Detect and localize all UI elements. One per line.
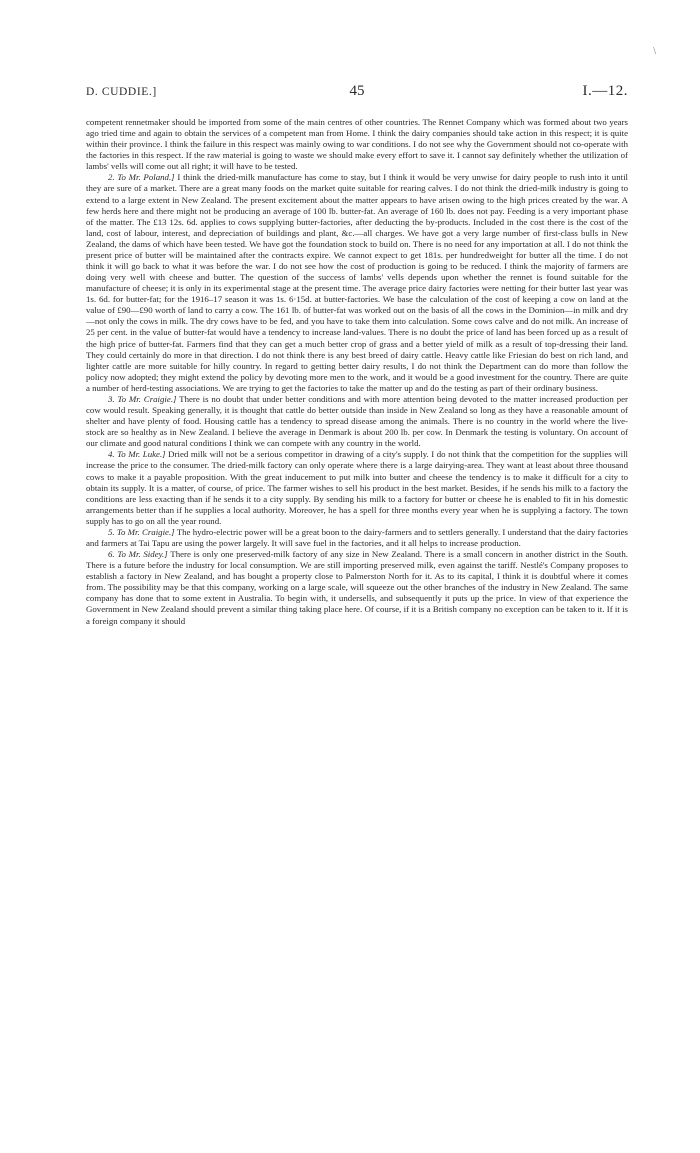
paragraph-3-label: 3. To Mr. Craigie.] <box>108 393 177 404</box>
paragraph-3-text: There is no doubt that under better conditions and with more attention being devoted to the matter increased production per cow would result. Speaking generally, it is thought that cattle do better outside than inside in New Zealand so long as they have a reasonable amount of shelter and have plenty of food. Housing cattle has a tendency to spread disease among the animals. There is no country in the world where the live-stock are so healthy as in New Zealand. I believe the average in Denmark is about 200 lb. per cow. In Denmark the testing is voluntary. On account of our climate and good natural conditions I think we can compete with any country in the world. <box>86 393 628 449</box>
paragraph-6-label: 6. To Mr. Sidey.] <box>108 549 168 560</box>
paragraph-4-label: 4. To Mr. Luke.] <box>108 449 166 460</box>
paragraph-6-text: There is only one preserved-milk factory of any size in New Zealand. There is a small concern in another district in the South. There is a future before the industry for local consumption. We are still importing preserved milk, even against the tariff. Nestlé's Company proposes to establish a factory in New Zealand, and has bought a property close to Palmerston North for it. As to its capital, I think it is doubtful where it comes from. The possibility may be that this company, working on a large scale, will squeeze out the other branches of the industry in New Zealand. The same company has done that to some extent in Australia. To begin with, it undersells, and subsequently it puts up the price. In view of that experience the Government in New Zealand should prevent a similar thing taking place here. Of course, if it is a British company no exception can be taken to it. If it is a foreign company it should <box>86 549 629 626</box>
paragraph-1 <box>86 117 628 172</box>
document-reference: I.—12. <box>582 83 628 99</box>
paragraph-5-label: 5. To Mr. Craigie.] <box>108 526 175 537</box>
body-text <box>86 117 628 627</box>
page-header <box>86 83 628 106</box>
paragraph-4 <box>86 449 628 527</box>
margin-mark: \ <box>653 46 656 57</box>
paragraph-2-text: I think the dried-milk manufacture has come to stay, but I think it would be very unwise for dairy people to rush into it until they are sure of a market. There are a great many foods on the market quite suitable for rearing calves. I do not think the dried-milk industry is going to extend to a large extent in New Zealand. The present excitement about the matter appears to have arisen owing to the high prices created by the war. A few herds here and there might not be producing an average of 100 lb. butter-fat. An average of 160 lb. does not pay. Feeding is a very important phase of the matter. The £13 12s. 6d. applies to cows supplying butter-factories, after deducting the by-products. Included in the cost there is the cost of the land, cost of labour, interest, and depreciation of buildings and plant, &c.—all charges. We have got a very large number of first-class bulls in New Zealand, the dams of which have been tested. We have got the foundation stock to build on. There is no need for any importation at all. I do not think the present price of butter will be maintained after the contracts expire. We cannot expect to get 181s. per hundredweight for butter all the time. I do not think it will go back to what it was before the war. I do not see how the cost of production is going to be reduced. I think the majority of farmers are doing very well with cheese and butter. The question of the success of lambs' vells depends upon whether the rennet is found suitable for the manufacture of cheese; it is only in its experimental stage at the present time. The average price dairy factories were netting for their butter last year was 1s. 6d. for butter-fat; for the 1916–17 season it was 1s. 6·15d. at butter-factories. We base the calculation of the cost of keeping a cow on land at the value of £90—£90 worth of land to carry a cow. The 161 lb. of butter-fat was worked out on the basis of all the cows in the Dominion—in milk and dry—not only the cows in milk. The dry cows have to be fed, and you have to take them into calculation. Some cows calve and do not milk. An increase of 25 per cent. in the value of butter-fat would have a tendency to increase land-values. There is no doubt the price of land has been forced up as a result of the high price of butter-fat. Farmers find that they can get a much better crop of grass and a better yield of milk as a result of top-dressing their land. They could certainly do more in that direction. I do not think there is any best breed of dairy cattle. Heavy cattle like Friesian do best on rich land, and lighter cattle are more suitable for hilly country. In regard to getting better dairy results, I do not think the Department can do more than follow the policy now adopted; they might extend the policy by devoting more men to the work, and it would be a good investment for the country. There are quite a number of herd-testing associations. We are trying to get the factories to take the matter up and do the testing as part of their ordinary business. <box>86 172 628 393</box>
paragraph-1-text: competent rennetmaker should be imported from some of the main centres of other countries. The Rennet Company which was formed about two years ago tried time and again to obtain the services of a competent man from Home. I think the dairy companies should take action in this respect; it is quite within their province. I think the failure in this respect was mainly owing to war conditions. I do not see why the Government should not co-operate with the factories in this respect. If the raw material is going to waste we should make every effort to save it. I cannot say definitely whether the utilization of lambs' vells will come out all right; it will have to be tested. <box>86 117 628 172</box>
page-number: 45 <box>349 83 365 99</box>
paragraph-5-text: The hydro-electric power will be a great boon to the dairy-farmers and to settlers generally. I understand that the dairy factories and farmers at Tai Tapu are using the power largely. It will save fuel in the factories, and it all helps to increase production. <box>86 526 628 548</box>
paragraph-2 <box>86 172 628 394</box>
paragraph-4-text: Dried milk will not be a serious competitor in drawing of a city's supply. I do not think that the competition for the supplies will increase the price to the consumer. The dried-milk factory can only operate where there is a large dairying-area. They want at least about three thousand cows to make it a payable proposition. With the great inducement to put milk into butter and cheese the tendency is to make it difficult for a city to obtain its supply. It is a matter, of course, of price. The farmer wishes to sell his product in the best market. Besides, if he sends his milk to a factory the conditions are less exacting than if he sends it to a city supply. By sending his milk to a factory for butter or cheese he is enabled to fit in his domestic arrangements better than if he supplies a local authority. Moreover, he has a spell for three months every year when he is supplying a factory. The town supply has to go on all the year round. <box>86 449 628 526</box>
paragraph-3 <box>86 394 628 449</box>
paragraph-6 <box>86 549 628 627</box>
paragraph-5 <box>86 527 628 549</box>
header-author: D. CUDDIE.] <box>86 86 157 98</box>
paragraph-2-label: 2. To Mr. Poland.] <box>108 172 175 183</box>
